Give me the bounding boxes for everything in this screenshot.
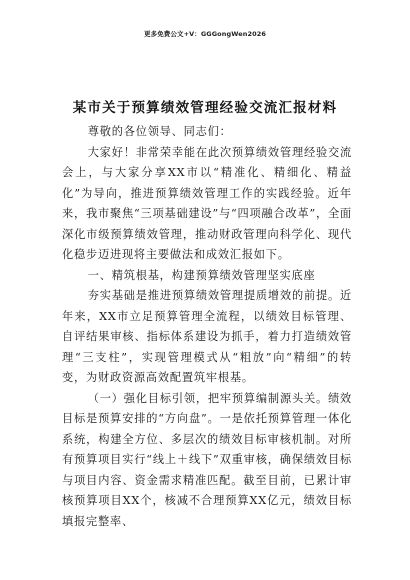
document-title: 某市关于预算绩效管理经验交流汇报材料 — [72, 100, 338, 116]
paragraph-intro: 大家好！非常荣幸能在此次预算绩效管理经验交流会上，与大家分享XX市以“精准化、精细化、精益化”为导向，推进预算绩效管理工作的实践经验。近年来，我市聚焦“三项基础建设”与“四项融合改革”，全面深化市级预算绩效管理，推动财政管理向科学化、现代化稳步迈进现将主要做法和成效汇报如下。 — [62, 145, 352, 261]
section-heading-1: 一、精筑根基，构建预算绩效管理坚实底座 — [87, 268, 316, 282]
document-body — [62, 122, 352, 532]
paragraph-subsection-1: （一）强化目标引领，把牢预算编制源头关。绩效目标是预算安排的“方向盘”。一是依托预算管理一体化系统，构建全方位、多层次的绩效目标审核机制。对所有预算项目实行“线上＋线下”双重审核，确保绩效目标与项目内容、资金需求精准匹配。截至目前，已累计审核预算项目XX个，核减不合理预算XX亿元，绩效目标填报完整率、 — [62, 391, 352, 528]
salutation: 尊敬的各位领导、同志们： — [87, 125, 232, 138]
header-note: 更多免费公文+V：GGGongWen2026 — [144, 30, 266, 38]
paragraph-section-1: 夯实基础是推进预算绩效管理提质增效的前提。近年来，XX市立足预算管理全流程，以绩效目标管理、自评结果审核、指标体系建设为抓手，着力打造绩效管理“三支柱”，实现管理模式从“粗放”向“精细”的转变，为财政资源高效配置筑牢根基。 — [62, 289, 352, 384]
